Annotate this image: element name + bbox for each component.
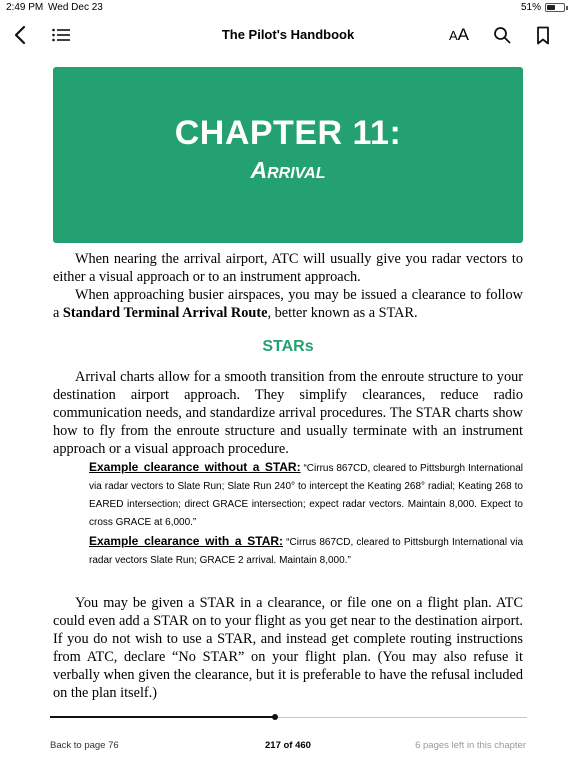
progress-scrubber[interactable] (50, 717, 527, 718)
font-size-large-label: A (457, 25, 469, 44)
pages-left-label: 6 pages left in this chapter (415, 740, 526, 751)
bookmark-icon[interactable] (532, 22, 554, 48)
paragraph: When approaching busier airspaces, you may be issued a clearance to follow a Standard Terminal Arrival Route, better known as a STAR. (53, 287, 523, 321)
battery-status (521, 2, 568, 13)
example-clearance: Example clearance with a STAR: “Cirrus 867CD, cleared to Pittsburgh International via radar vectors Slate Run; GRACE 2 arrival. Maintain 8,000.” (89, 534, 524, 566)
section-heading: STARs (262, 338, 314, 355)
chapter-number: CHAPTER 11: (174, 114, 402, 152)
status-time: 2:49 PM (6, 2, 44, 13)
book-title: The Pilot's Handbook (221, 27, 355, 42)
font-size-icon[interactable] (446, 22, 472, 48)
example-label: Example clearance with a STAR: (89, 534, 284, 548)
reader-toolbar (0, 18, 576, 52)
page-content (53, 250, 523, 702)
paragraph: When nearing the arrival airport, ATC will usually give you radar vectors to either a visual approach or to an instrument approach. (53, 251, 523, 285)
chapter-banner (53, 67, 523, 243)
battery-percent: 51% (520, 2, 541, 13)
bold-term: Standard Terminal Arrival Route (62, 305, 268, 321)
page-position: 217 of 460 (265, 740, 311, 751)
progress-fill (50, 716, 275, 718)
example-clearance: Example clearance without a STAR: “Cirrus 867CD, cleared to Pittsburgh International via radar vectors to Slate Run; Slate Run 240° to intercept the Keating 268° radial; Keating 268 to EARED intersection; direct GRACE intersection; expect radar vectors. Maintain 8,000. Expect to cross GRACE at 6,000.” (89, 460, 523, 528)
example-label: Example clearance without a STAR: (89, 460, 301, 474)
paragraph: Arrival charts allow for a smooth transition from the enroute structure to your destination airport approach. They simplify clearances, reduce radio communication needs, and standardize arrival procedures. The STAR charts show how to fly from the enroute structure and usually terminate with an instrument approach or a visual approach procedure. (53, 369, 523, 457)
battery-icon (545, 3, 565, 12)
paragraph: You may be given a STAR in a clearance, or file one on a flight plan. ATC could even add a STAR on to your flight as you get near to the destination airport. If you do not wish to use a STAR, and instead get complete routing instructions from ATC, declare “No STAR” on your flight plan. (You may also refuse it verbally when given the clearance, but it is preferable to have the refusal included on the plan itself.) (53, 595, 523, 701)
font-size-small-label: A (448, 27, 458, 43)
search-icon[interactable] (490, 22, 514, 48)
chapter-name: Arrival (250, 157, 326, 183)
status-bar (0, 0, 576, 16)
progress-knob[interactable] (272, 714, 278, 720)
back-to-page-link[interactable]: Back to page 76 (50, 740, 119, 751)
status-date: Wed Dec 23 (48, 2, 103, 13)
